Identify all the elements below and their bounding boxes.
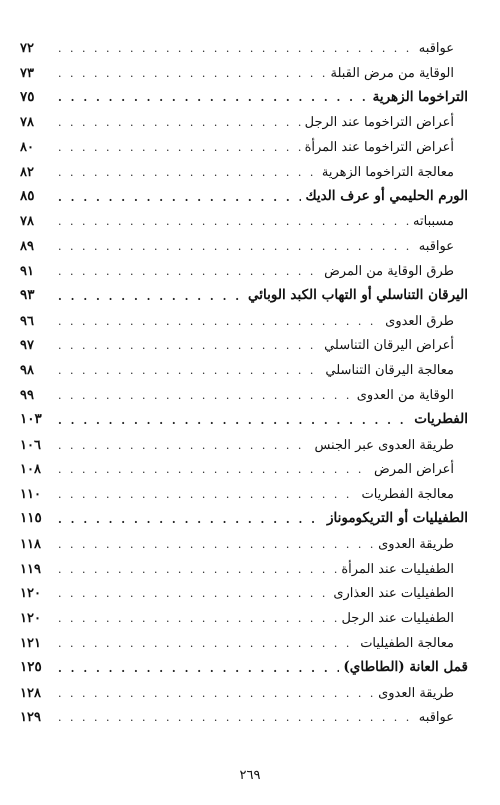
dot-leader [58, 588, 329, 600]
toc-entry-title: أعراض التراخوما عند المرأة [304, 139, 454, 155]
toc-entry-row [20, 253, 468, 278]
toc-entry-row [20, 228, 468, 253]
dot-leader [58, 440, 310, 452]
toc-entry-row [20, 700, 468, 725]
toc-chapter-row [20, 650, 468, 675]
toc-entry-page: ١١٩ [20, 561, 41, 577]
toc-entry-title: الورم الحليمي أو عرف الديك [305, 188, 468, 205]
toc-entry-title: عواقبه [418, 239, 454, 255]
toc-entry-title: طريقة العدوى [378, 685, 454, 701]
toc-entry-title: الطفيليات أو التريكوموناز [326, 510, 468, 527]
toc-entry-title: أعراض اليرقان التناسلي [324, 338, 454, 354]
dot-leader [58, 291, 244, 303]
toc-entry-row [20, 452, 468, 477]
toc-entry-page: ١٢٩ [20, 710, 41, 726]
toc-entry-page: ٨٥ [20, 188, 35, 205]
toc-entry-page: ٩٣ [20, 287, 35, 304]
toc-entry-page: ٩٩ [20, 387, 34, 403]
toc-chapter-row [20, 278, 468, 303]
toc-entry-row [20, 377, 468, 402]
toc-entry-page: ١٠٦ [20, 437, 41, 453]
dot-leader [58, 92, 369, 104]
toc-entry-page: ٧٨ [20, 214, 34, 230]
toc-entry-page: ٨٩ [20, 239, 34, 255]
toc-entry-title: قمل العانة (الطاطاي) [343, 659, 468, 676]
toc-entry-row [20, 30, 468, 55]
dot-leader [58, 365, 321, 377]
toc-entry-title: الطفيليات عند المرأة [341, 561, 454, 577]
toc-entry-page: ٧٣ [20, 65, 34, 81]
dot-leader [58, 316, 381, 328]
dot-leader [58, 415, 410, 427]
dot-leader [58, 68, 326, 80]
toc-entry-page: ١٢٠ [20, 586, 41, 602]
dot-leader [58, 663, 339, 675]
toc-entry-title: طرق الوقاية من المرض [324, 263, 454, 279]
dot-leader [58, 117, 301, 129]
dot-leader [58, 340, 320, 352]
toc-entry-page: ١٠٨ [20, 462, 41, 478]
toc-entry-row [20, 675, 468, 700]
dot-leader [58, 489, 358, 501]
dot-leader [58, 241, 415, 253]
toc-entry-page: ٩١ [20, 263, 34, 279]
toc-chapter-row [20, 501, 468, 526]
toc-entry-page: ٩٦ [20, 313, 34, 329]
toc-entry-title: معالجة الطفيليات [360, 635, 454, 651]
dot-leader [58, 192, 301, 204]
toc-entry-row [20, 526, 468, 551]
toc-entry-row [20, 154, 468, 179]
toc-entry-page: ١٢١ [20, 635, 41, 651]
toc-entry-page: ١٢٠ [20, 611, 41, 627]
toc-chapter-row [20, 80, 468, 105]
toc-entry-row [20, 576, 468, 601]
toc-entry-page: ١١٨ [20, 536, 41, 552]
toc-entry-page: ٨٢ [20, 164, 34, 180]
dot-leader [58, 712, 415, 724]
toc-entry-row [20, 600, 468, 625]
toc-entry-title: الوقاية من العدوى [356, 387, 454, 403]
dot-leader [58, 613, 337, 625]
toc-entry-page: ٧٨ [20, 115, 34, 131]
toc-entry-page: ٧٥ [20, 88, 35, 105]
toc-entry-row [20, 204, 468, 229]
toc-entry-row [20, 104, 468, 129]
toc-entry-row [20, 476, 468, 501]
table-of-contents [20, 30, 468, 724]
dot-leader [58, 266, 320, 278]
dot-leader [58, 564, 337, 576]
toc-entry-title: معالجة اليرقان التناسلي [325, 363, 454, 379]
toc-entry-title: مسبباته [413, 214, 454, 230]
toc-entry-title: أعراض المرض [374, 462, 454, 478]
dot-leader [58, 688, 374, 700]
toc-entry-page: ١٢٨ [20, 685, 41, 701]
dot-leader [58, 167, 318, 179]
dot-leader [58, 638, 356, 650]
toc-entry-title: طرق العدوى [385, 313, 454, 329]
toc-entry-title: الفطريات [414, 411, 468, 428]
toc-entry-title: الوقاية من مرض القبلة [330, 65, 454, 81]
dot-leader [58, 142, 301, 154]
toc-entry-row [20, 625, 468, 650]
toc-entry-row [20, 303, 468, 328]
toc-entry-title: عواقبه [418, 40, 454, 56]
toc-entry-page: ٩٧ [20, 338, 34, 354]
dot-leader [58, 43, 415, 55]
toc-entry-title: عواقبه [418, 710, 454, 726]
page-number: ٢٦٩ [239, 768, 261, 783]
toc-entry-page: ٨٠ [20, 139, 34, 155]
toc-entry-title: طريقة العدوى [378, 536, 454, 552]
toc-entry-title: طريقة العدوى عبر الجنس [314, 437, 454, 453]
toc-entry-title: الطفيليات عند العذارى [333, 586, 454, 602]
toc-entry-title: اليرقان التناسلي أو التهاب الكبد الوبائي [248, 287, 468, 304]
dot-leader [58, 464, 370, 476]
dot-leader [58, 390, 353, 402]
dot-leader [58, 514, 323, 526]
toc-chapter-row [20, 402, 468, 427]
toc-entry-title: معالجة التراخوما الزهرية [321, 164, 454, 180]
dot-leader [58, 216, 409, 228]
toc-entry-page: ١١٠ [20, 487, 41, 503]
toc-entry-row [20, 328, 468, 353]
toc-entry-title: أعراض التراخوما عند الرجل [304, 115, 454, 131]
toc-entry-title: التراخوما الزهرية [372, 88, 468, 105]
toc-entry-page: ١٢٥ [20, 659, 42, 676]
toc-entry-row [20, 352, 468, 377]
toc-entry-page: ٩٨ [20, 363, 34, 379]
toc-entry-title: معالجة الفطريات [361, 487, 454, 503]
toc-entry-row [20, 55, 468, 80]
toc-entry-page: ١٠٣ [20, 411, 42, 428]
toc-entry-row [20, 551, 468, 576]
toc-entry-title: الطفيليات عند الرجل [341, 611, 454, 627]
toc-entry-page: ١١٥ [20, 510, 42, 527]
toc-entry-row [20, 427, 468, 452]
toc-entry-page: ٧٢ [20, 40, 34, 56]
toc-chapter-row [20, 179, 468, 204]
toc-entry-row [20, 129, 468, 154]
dot-leader [58, 539, 374, 551]
